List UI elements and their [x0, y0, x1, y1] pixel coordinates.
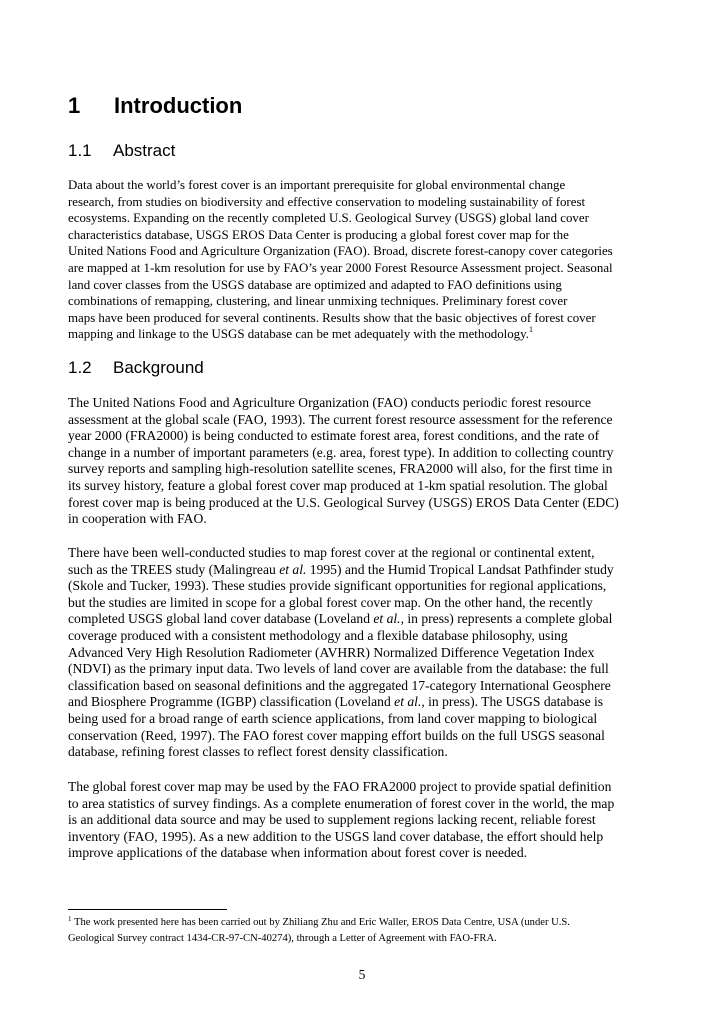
- text-line: improve applications of the database when information about forest cover is needed.: [68, 845, 528, 861]
- background-paragraph-2: [68, 545, 660, 761]
- text-line: survey reports and sampling high-resolution satellite scenes, FRA2000 will also, for the first time in: [68, 461, 613, 477]
- footnote-separator: [68, 909, 227, 910]
- text-line: such as the TREES study (Malingreau et al. 1995) and the Humid Tropical Landsat Pathfinder study: [68, 561, 614, 577]
- text-line: ecosystems. Expanding on the recently completed U.S. Geological Survey (USGS) global land cover: [68, 211, 589, 226]
- text-line: maps have been produced for several continents. Results show that the basic objectives of forest cover: [68, 310, 596, 325]
- text-line: is an additional data source and may be used to supplement regions lacking recent, reliable forest: [68, 812, 596, 828]
- text-line: completed USGS global land cover database (Loveland et al., in press) represents a complete global: [68, 611, 613, 627]
- text-line: being used for a broad range of earth science applications, from land cover mapping to biological: [68, 710, 598, 726]
- italic-et-al: et al.: [394, 694, 422, 710]
- text-line: in cooperation with FAO.: [68, 511, 207, 527]
- text-line: year 2000 (FRA2000) is being conducted to estimate forest area, forest conditions, and the rate of: [68, 428, 600, 444]
- text-line: forest cover map is being produced at the U.S. Geological Survey (USGS) EROS Data Center (EDC): [68, 494, 619, 510]
- text-line: conservation (Reed, 1997). The FAO forest cover mapping effort builds on the full USGS seasonal: [68, 727, 605, 743]
- text-line: classification based on seasonal definitions and the aggregated 17-category International Geosphere: [68, 677, 611, 693]
- abstract-number: 1.1: [68, 141, 92, 160]
- abstract-title: Abstract: [113, 141, 176, 160]
- text-line: [68, 326, 660, 343]
- text-line: coverage produced with a consistent methodology and a flexible database philosophy, using: [68, 627, 568, 643]
- background-paragraph-1: [68, 395, 660, 528]
- text-line: research, from studies on biodiversity and effective conservation to modeling sustainability of forest: [68, 194, 586, 209]
- text-line: are mapped at 1-km resolution for use by FAO’s year 2000 Forest Resource Assessment project. Seasonal: [68, 260, 613, 275]
- text-line: change in a number of important parameters (e.g. area, forest type). In addition to collecting country: [68, 444, 614, 460]
- text-line: but the studies are limited in scope for a global forest cover map. On the other hand, the recently: [68, 594, 593, 610]
- text-line: There have been well-conducted studies to map forest cover at the regional or continental extent,: [68, 545, 595, 560]
- background-title: Background: [113, 358, 204, 377]
- footnote-marker: 1: [68, 915, 72, 923]
- text-line: assessment at the global scale (FAO, 1993). The current forest resource assessment for the reference: [68, 411, 613, 427]
- background-paragraph-3: [68, 779, 660, 862]
- text-line: The United Nations Food and Agriculture Organization (FAO) conducts periodic forest resource: [68, 395, 592, 410]
- chapter-number: 1: [68, 93, 81, 118]
- text-line: The global forest cover map may be used by the FAO FRA2000 project to provide spatial definition: [68, 779, 612, 794]
- footnote-text: The work presented here has been carried out by Zhiliang Zhu and Eric Waller, EROS Data Centre, USA (under U.S.: [73, 917, 570, 928]
- text-line: characteristics database, USGS EROS Data Center is producing a global forest cover map for the: [68, 227, 569, 242]
- text-line: inventory (FAO, 1995). As a new addition to the USGS land cover database, the effort should help: [68, 828, 604, 844]
- footnote: [68, 915, 668, 947]
- text-line: to area statistics of survey findings. As a complete enumeration of forest cover in the world, the map: [68, 795, 615, 811]
- text-line: combinations of remapping, clustering, and linear unmixing techniques. Preliminary forest cover: [68, 294, 568, 309]
- italic-et-al: et al.: [279, 561, 307, 577]
- text-line: (Skole and Tucker, 1993). These studies provide significant opportunities for regional applications,: [68, 578, 607, 594]
- chapter-title: Introduction: [114, 93, 243, 118]
- text-line: database, refining forest classes to reflect forest density classification.: [68, 744, 448, 760]
- background-number: 1.2: [68, 358, 92, 377]
- text-line: (NDVI) as the primary input data. Two levels of land cover are available from the database: the full: [68, 661, 609, 677]
- footnote-line: Geological Survey contract 1434-CR-97-CN-40274), through a Letter of Agreement with FAO-FRA.: [68, 933, 497, 944]
- footnote-line: [68, 915, 668, 931]
- text-line: and Biosphere Programme (IGBP) classification (Loveland et al., in press). The USGS database is: [68, 694, 604, 710]
- text-line: Advanced Very High Resolution Radiometer (AVHRR) Normalized Difference Vegetation Index: [68, 644, 595, 660]
- abstract-heading: [68, 140, 175, 162]
- abstract-paragraph: [68, 177, 660, 343]
- page-number: 5: [358, 967, 366, 982]
- background-heading: [68, 357, 204, 379]
- text-line: its survey history, feature a global forest cover map produced at 1-km spatial resolution. The global: [68, 477, 608, 493]
- text-line: Data about the world’s forest cover is an important prerequisite for global environmental change: [68, 178, 566, 192]
- text-line: United Nations Food and Agriculture Organization (FAO). Broad, discrete forest-canopy cover categories: [68, 244, 613, 259]
- text-line: land cover classes from the USGS database are optimized and adapted to FAO definitions using: [68, 277, 562, 292]
- italic-et-al: et al.: [373, 611, 401, 627]
- chapter-heading: [68, 92, 242, 120]
- text-line-content: mapping and linkage to the USGS database can be met adequately with the methodology.: [68, 327, 529, 342]
- footnote-reference[interactable]: 1: [528, 325, 533, 335]
